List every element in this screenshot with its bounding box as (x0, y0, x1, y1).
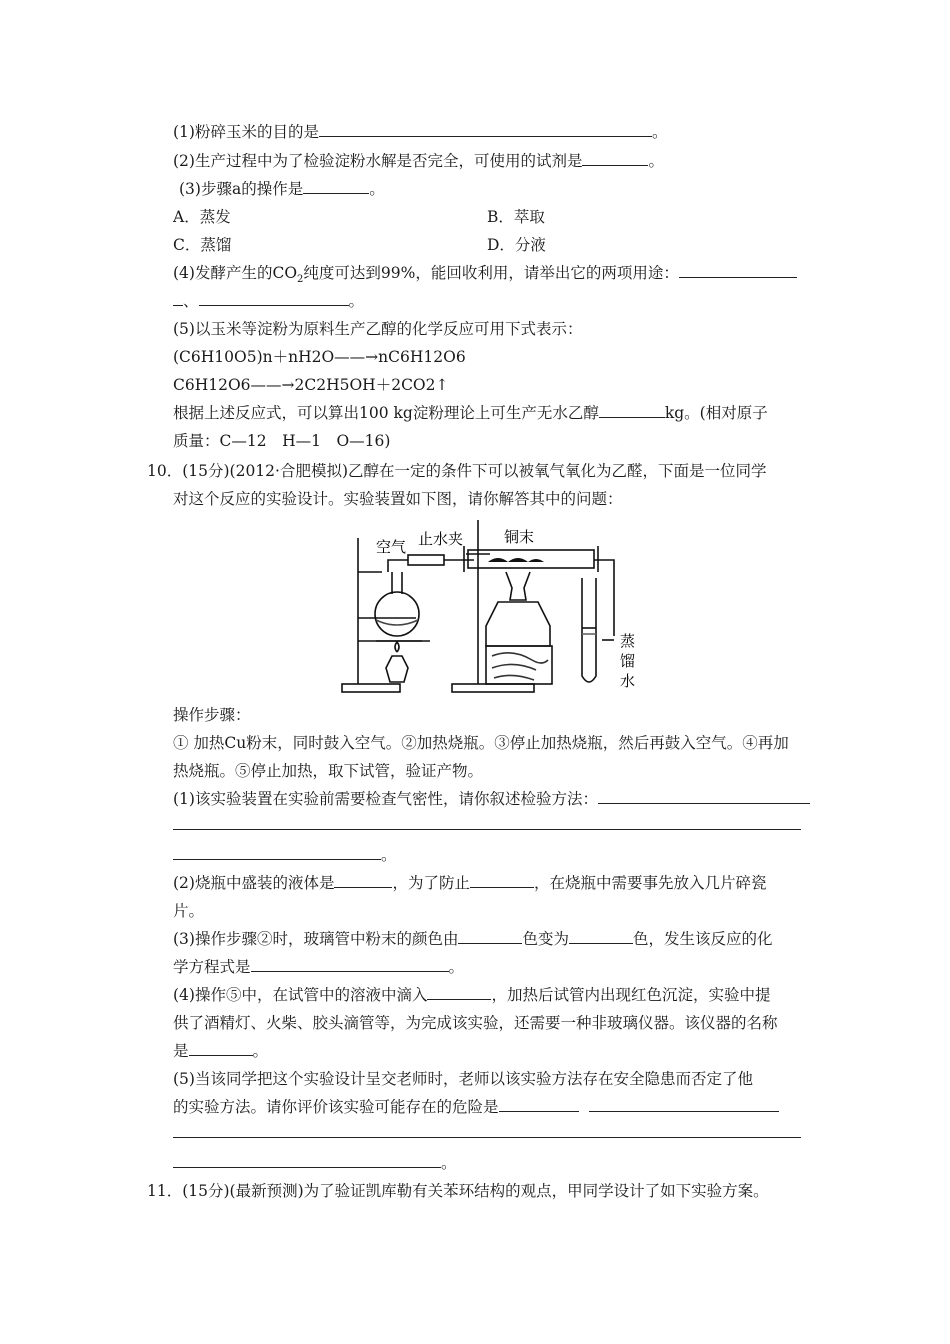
label-water-2: 馏 (620, 652, 636, 670)
q10-part3-cont: 学方程式是 。 (173, 958, 465, 976)
q10-part5-cont: 的实验方法。请你评价该实验可能存在的危险是 (173, 1096, 779, 1118)
answer-blank[interactable] (173, 845, 381, 860)
answer-blank[interactable] (598, 789, 810, 804)
steps-line-2: 热烧瓶。⑤停止加热，取下试管，验证产物。 (173, 762, 484, 780)
answer-blank[interactable] (427, 985, 491, 1000)
apparatus-figure (338, 516, 650, 698)
q10-part1-end: 。 (173, 844, 397, 866)
label-copper: 铜末 (504, 528, 535, 546)
answer-blank[interactable] (334, 873, 392, 888)
q10-part4: (4)操作⑤中，在试管中的溶液中滴入 ，加热后试管内出现红色沉淀，实验中提 (173, 986, 771, 1004)
option-b[interactable]: B．萃取 (487, 208, 545, 226)
answer-line[interactable] (173, 829, 801, 830)
answer-blank[interactable] (189, 1041, 253, 1056)
label-clamp: 止水夹 (418, 530, 464, 548)
q9-part3: (3)步骤a的操作是 。 (179, 180, 385, 198)
answer-blank[interactable] (458, 929, 522, 944)
equation-2: C6H12O6——→2C2H5OH＋2CO2↑ (173, 376, 449, 394)
q10-part4-cont: 供了酒精灯、火柴、胶头滴管等，为完成该实验，还需要一种非玻璃仪器。该仪器的名称 (173, 1014, 778, 1032)
q10-part4-end: 是 。 (173, 1042, 269, 1060)
answer-blank[interactable] (569, 929, 633, 944)
answer-blank[interactable] (499, 1097, 579, 1112)
option-a[interactable]: A．蒸发 (173, 208, 231, 226)
answer-blank[interactable] (199, 291, 349, 306)
q9-part2: (2)生产过程中为了检验淀粉水解是否完全，可使用的试剂是 。 (173, 152, 664, 170)
option-d[interactable]: D．分液 (487, 236, 546, 254)
steps-title: 操作步骤： (173, 706, 251, 724)
q10-part2-cont: 片。 (173, 902, 205, 920)
q10-part5: (5)当该同学把这个实验设计呈交老师时，老师以该实验方法存在安全隐患而否定了他 (173, 1070, 753, 1088)
answer-blank[interactable] (582, 151, 648, 166)
answer-blank[interactable] (679, 263, 797, 278)
answer-blank[interactable] (173, 1153, 441, 1168)
option-c[interactable]: C．蒸馏 (173, 236, 232, 254)
q9-part1: (1)粉碎玉米的目的是 。 (173, 123, 668, 141)
answer-blank[interactable] (599, 403, 665, 418)
steps-line-1: ① 加热Cu粉末，同时鼓入空气。②加热烧瓶。③停止加热烧瓶，然后再鼓入空气。④再加 (173, 734, 789, 752)
q10-part3: (3)操作步骤②时，玻璃管中粉末的颜色由 色变为 色，发生该反应的化 (173, 930, 773, 948)
answer-blank[interactable] (303, 179, 369, 194)
q9-part6: 根据上述反应式，可以算出100 kg淀粉理论上可生产无水乙醇 kg。(相对原子 (173, 404, 768, 422)
q10-part5-end: 。 (173, 1152, 457, 1174)
q9-part4: (4)发酵产生的$CO_2$纯度可达到99%，能回收利用，请举出它的两项用途： (173, 262, 797, 284)
q9-part5: (5)以玉米等淀粉为原料生产乙醇的化学反应可用下式表示： (173, 320, 583, 338)
answer-blank[interactable] (470, 873, 534, 888)
q10-part1: (1)该实验装置在实验前需要检查气密性，请你叙述检验方法： (173, 788, 810, 810)
label-water-3: 水 (620, 672, 636, 690)
atomic-mass-note: 质量：C—12 H—1 O—16) (173, 432, 391, 450)
q10-heading-cont: 对这个反应的实验设计。实验装置如下图，请你解答其中的问题： (173, 490, 623, 508)
label-air: 空气 (376, 538, 407, 556)
answer-blank[interactable] (319, 122, 652, 137)
label-water-1: 蒸 (620, 632, 636, 650)
answer-blank[interactable] (589, 1097, 779, 1112)
answer-line[interactable] (173, 1137, 801, 1138)
q9-part4-cont: 、 。 (173, 290, 364, 312)
q10-part2: (2)烧瓶中盛装的液体是 ，为了防止 ，在烧瓶中需要事先放入几片碎瓷 (173, 874, 767, 892)
q10-heading: 10．(15分)(2012·合肥模拟)乙醇在一定的条件下可以被氧气氧化为乙醛，下面是一位同学 (147, 462, 767, 480)
answer-blank[interactable] (173, 291, 183, 306)
q11-heading: 11．(15分)(最新预测)为了验证凯库勒有关苯环结构的观点，甲同学设计了如下实验方案。 (147, 1182, 769, 1200)
equation-1: (C6H10O5)n＋nH2O——→nC6H12O6 (173, 348, 466, 366)
answer-blank[interactable] (251, 957, 449, 972)
